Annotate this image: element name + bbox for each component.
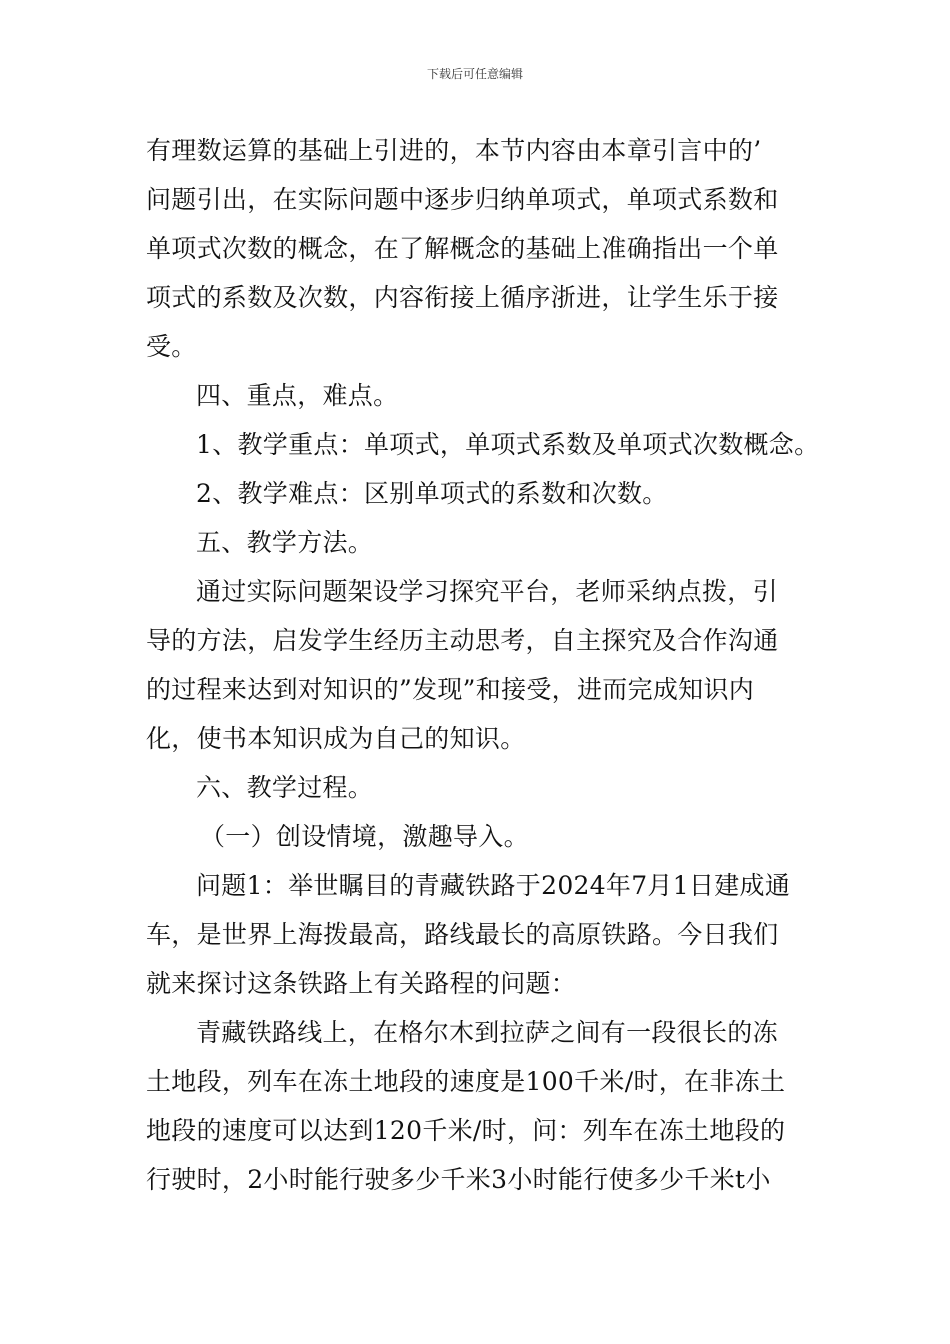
paragraph-line: 青藏铁路线上，在格尔木到拉萨之间有一段很长的冻	[196, 1018, 778, 1047]
paragraph-line: 有理数运算的基础上引进的，本节内容由本章引言中的’	[146, 136, 762, 165]
paragraph-line: 车，是世界上海拨最高，路线最长的高原铁路。今日我们	[146, 920, 779, 949]
section-heading: 六、教学过程。	[196, 773, 374, 802]
paragraph-line: 化，使书本知识成为自己的知识。	[146, 724, 526, 753]
paragraph-line: 受。	[146, 332, 197, 361]
paragraph-line: 的过程来达到对知识的”发现”和接受，进而完成知识内	[146, 675, 755, 704]
paragraph-line: 问题引出，在实际问题中逐步归纳单项式，单项式系数和	[146, 185, 779, 214]
paragraph-line: 问题1：举世瞩目的青藏铁路于2024年7月1日建成通	[196, 871, 791, 900]
paragraph-line: 单项式次数的概念，在了解概念的基础上准确指出一个单	[146, 234, 779, 263]
section-heading: 五、教学方法。	[196, 528, 374, 557]
paragraph-line: 地段的速度可以达到120千米/时，问：列车在冻土地段的	[146, 1116, 786, 1145]
paragraph-line: 导的方法，启发学生经历主动思考，自主探究及合作沟通	[146, 626, 779, 655]
paragraph-line: 项式的系数及次数，内容衔接上循序浙进，让学生乐于接	[146, 283, 779, 312]
document-body	[146, 126, 820, 1204]
page-header: 下载后可任意编辑	[426, 67, 523, 81]
section-heading: 四、重点，难点。	[196, 381, 399, 410]
list-item: 1、教学重点：单项式，单项式系数及单项式次数概念。	[196, 430, 820, 459]
paragraph-line: 土地段，列车在冻土地段的速度是100千米/时，在非冻土	[146, 1067, 786, 1096]
subsection-heading: （一）创设情境，激趣导入。	[200, 822, 529, 851]
paragraph-line: 就来探讨这条铁路上有关路程的问题：	[146, 969, 577, 998]
paragraph-line: 行驶时，2小时能行驶多少千米3小时能行使多少千米t小	[146, 1165, 771, 1194]
paragraph-line: 通过实际问题架设学习探究平台，老师采纳点拨，引	[196, 577, 778, 606]
list-item: 2、教学难点：区别单项式的系数和次数。	[196, 479, 668, 508]
